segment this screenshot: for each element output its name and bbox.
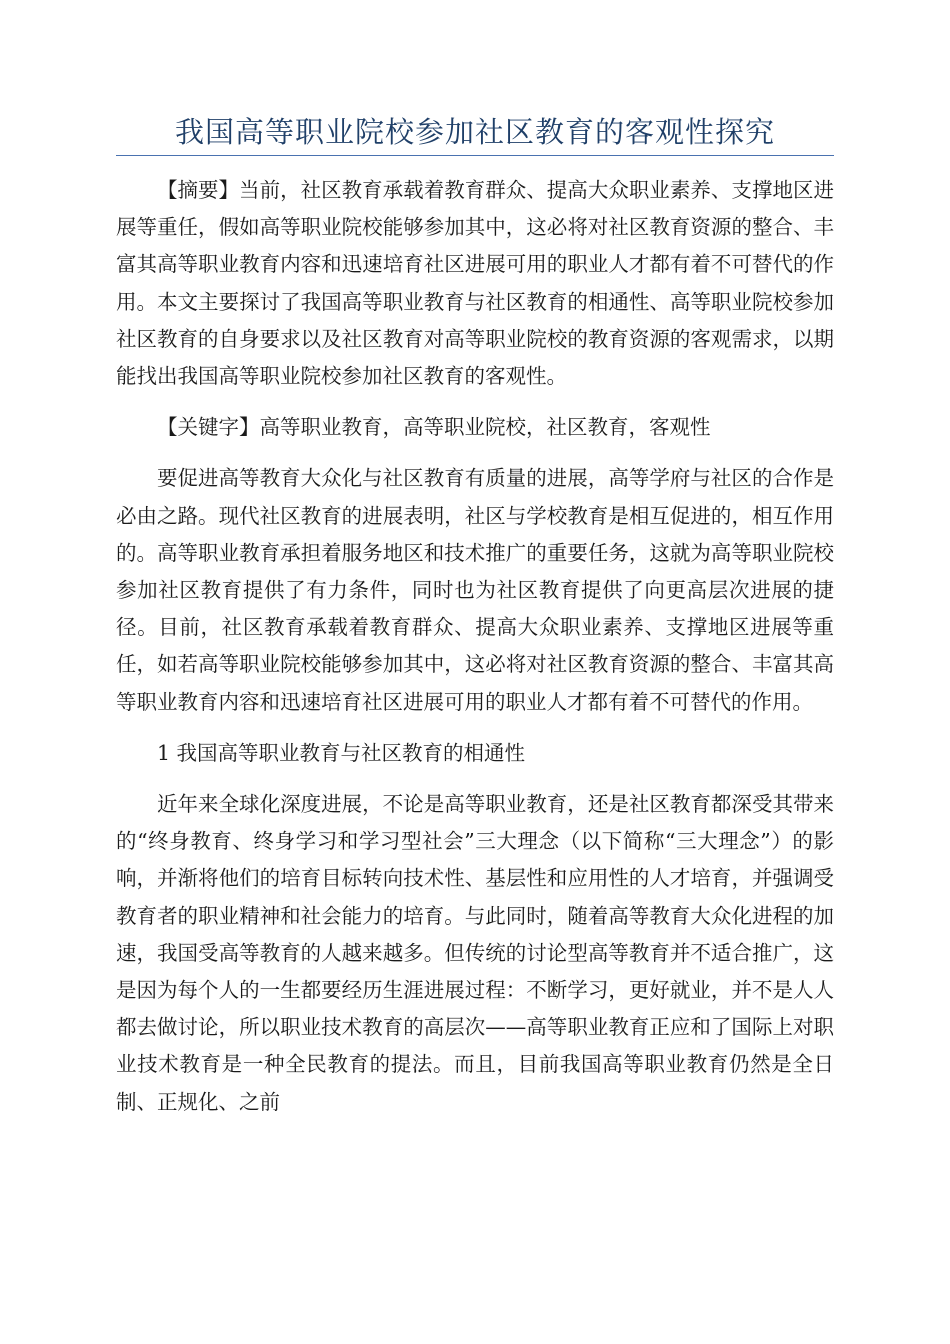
document-body: [116, 172, 834, 1135]
abstract-paragraph: 【摘要】当前，社区教育承载着教育群众、提高大众职业素养、支撑地区进展等重任，假如高等职业院校能够参加其中，这必将对社区教育资源的整合、丰富其高等职业教育内容和迅速培育社区进展可用的职业人才都有着不可替代的作用。本文主要探讨了我国高等职业教育与社区教育的相通性、高等职业院校参加社区教育的自身要求以及社区教育对高等职业院校的教育资源的客观需求，以期能找出我国高等职业院校参加社区教育的客观性。: [116, 178, 834, 389]
section-heading: 1 我国高等职业教育与社区教育的相通性: [157, 740, 526, 765]
section-paragraph: 近年来全球化深度进展，不论是高等职业教育，还是社区教育都深受其带来的“终身教育、终身学习和学习型社会”三大理念（以下简称“三大理念”）的影响，并渐将他们的培育目标转向技术性、基层性和应用性的人才培育，并强调受教育者的职业精神和社会能力的培育。与此同时，随着高等教育大众化进程的加速，我国受高等教育的人越来越多。但传统的讨论型高等教育并不适合推广，这是因为每个人的一生都要经历生涯进展过程：不断学习，更好就业，并不是人人都去做讨论，所以职业技术教育的高层次——高等职业教育正应和了国际上对职业技术教育是一种全民教育的提法。而且，目前我国高等职业教育仍然是全日制、正规化、之前: [116, 792, 834, 1114]
page-title: 我国高等职业院校参加社区教育的客观性探究: [174, 115, 775, 149]
keywords-paragraph: 【关键字】高等职业教育，高等职业院校，社区教育，客观性: [157, 415, 711, 440]
title-underline: [116, 155, 834, 156]
intro-paragraph: 要促进高等教育大众化与社区教育有质量的进展，高等学府与社区的合作是必由之路。现代社区教育的进展表明，社区与学校教育是相互促进的，相互作用的。高等职业教育承担着服务地区和技术推广的重要任务，这就为高等职业院校参加社区教育提供了有力条件，同时也为社区教育提供了向更高层次进展的捷径。目前，社区教育承载着教育群众、提高大众职业素养、支撑地区进展等重任，如若高等职业院校能够参加其中，这必将对社区教育资源的整合、丰富其高等职业教育内容和迅速培育社区进展可用的职业人才都有着不可替代的作用。: [116, 466, 834, 714]
